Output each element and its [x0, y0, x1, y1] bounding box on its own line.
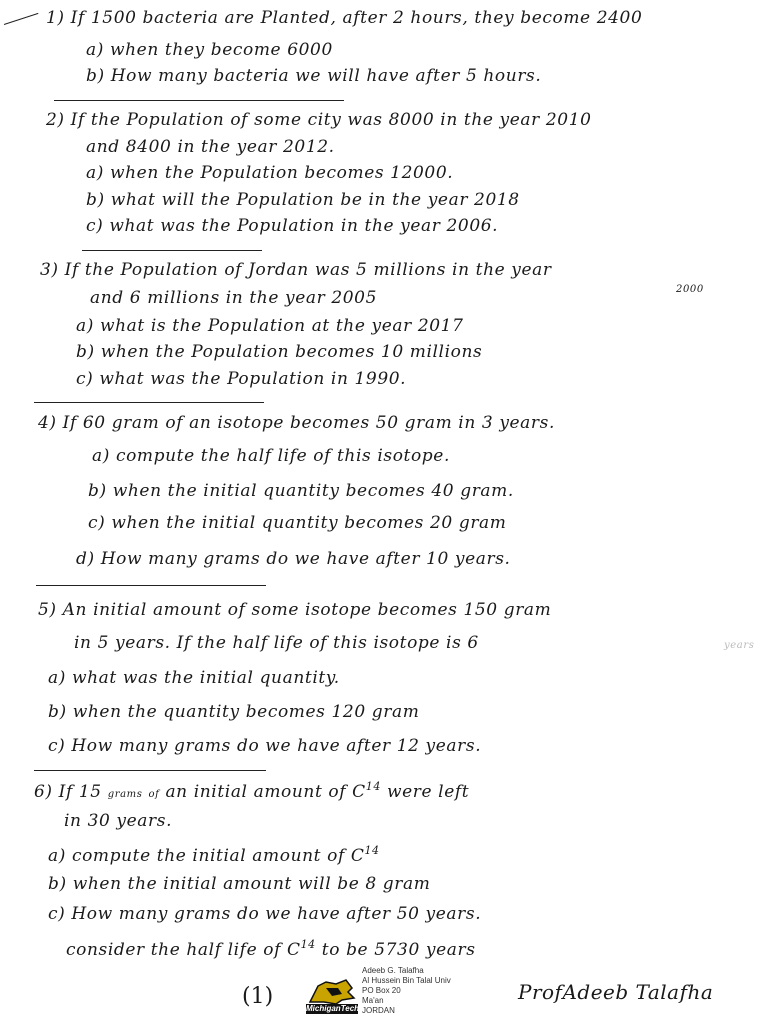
- problem-3-inserted-year: 2000: [676, 284, 704, 295]
- separator-line: [34, 402, 264, 403]
- address-line: Ma'an: [362, 996, 384, 1005]
- problem-2-statement-cont: and 8400 in the year 2012.: [86, 137, 335, 157]
- problem-6-statement-cont: in 30 years.: [64, 811, 173, 831]
- problem-5-part-c: c) How many grams do we have after 12 years.: [48, 736, 482, 756]
- problem-6-part-a: a) compute the initial amount of $C^{14}$: [48, 844, 380, 866]
- problem-5-statement-cont: in 5 years. If the half life of this isotope is 6: [74, 633, 479, 653]
- problem-3-part-c: c) what was the Population in 1990.: [76, 369, 407, 389]
- address-line: PO Box 20: [362, 986, 401, 995]
- problem-2-part-c: c) what was the Population in the year 2006.: [86, 216, 499, 236]
- problem-4-statement: 4) If 60 gram of an isotope becomes 50 gram in 3 years.: [38, 413, 555, 433]
- separator-line: [54, 100, 344, 101]
- separator-line: [34, 770, 266, 771]
- problem-4-part-d: d) How many grams do we have after 10 years.: [76, 549, 511, 569]
- separator-line: [82, 250, 262, 251]
- problem-6-part-c: c) How many grams do we have after 50 years.: [48, 904, 482, 924]
- problem-3-statement-cont: and 6 millions in the year 2005: [90, 288, 377, 308]
- problem-1-part-a: a) when they become 6000: [86, 40, 333, 60]
- problem-4-part-c: c) when the initial quantity becomes 20 gram: [88, 513, 507, 533]
- problem-5-faded-word: years: [724, 640, 755, 651]
- problem-2-part-b: b) what will the Population be in the year 2018: [86, 190, 520, 210]
- address-line: Al Hussein Bin Talal Univ: [362, 976, 451, 985]
- problem-2-statement: 2) If the Population of some city was 8000 in the year 2010: [46, 110, 592, 130]
- problem-2-part-a: a) when the Population becomes 12000.: [86, 163, 454, 183]
- problem-4-part-a: a) compute the half life of this isotope.: [92, 446, 450, 466]
- problem-6-small-of: of: [148, 789, 160, 800]
- problem-3-part-b: b) when the Population becomes 10 millions: [76, 342, 483, 362]
- separator-line: [36, 585, 266, 586]
- address-line: JORDAN: [362, 1006, 395, 1015]
- problem-5-part-b: b) when the quantity becomes 120 gram: [48, 702, 420, 722]
- problem-5-part-a: a) what was the initial quantity.: [48, 668, 340, 688]
- problem-6-small-grams: grams: [107, 789, 143, 800]
- problem-3-part-a: a) what is the Population at the year 2017: [76, 316, 464, 336]
- margin-checkmark: [4, 13, 39, 25]
- problem-6-part-b: b) when the initial amount will be 8 gram: [48, 874, 431, 894]
- problem-3-statement: 3) If the Population of Jordan was 5 millions in the year: [40, 260, 552, 280]
- problem-6-statement: 6) If 15 grams of an initial amount of $C^{14}$ were left: [34, 780, 470, 802]
- problem-1-part-b: b) How many bacteria we will have after 5 hours.: [86, 66, 542, 86]
- problem-1-statement: 1) If 1500 bacteria are Planted, after 2 hours, they become 2400: [46, 8, 643, 28]
- page-number: (1): [242, 984, 274, 1009]
- husky-logo-icon: [306, 978, 358, 1018]
- problem-5-statement: 5) An initial amount of some isotope becomes 150 gram: [38, 600, 552, 620]
- logo-caption: MichiganTech: [306, 1004, 360, 1013]
- problem-6-note: consider the half life of $C^{14}$ to be 5730 years: [66, 938, 476, 960]
- problem-4-part-b: b) when the initial quantity becomes 40 gram.: [88, 481, 514, 501]
- author-signature: ProfAdeeb Talafha: [518, 980, 714, 1004]
- address-line: Adeeb G. Talafha: [362, 966, 424, 975]
- author-address: [362, 966, 451, 1016]
